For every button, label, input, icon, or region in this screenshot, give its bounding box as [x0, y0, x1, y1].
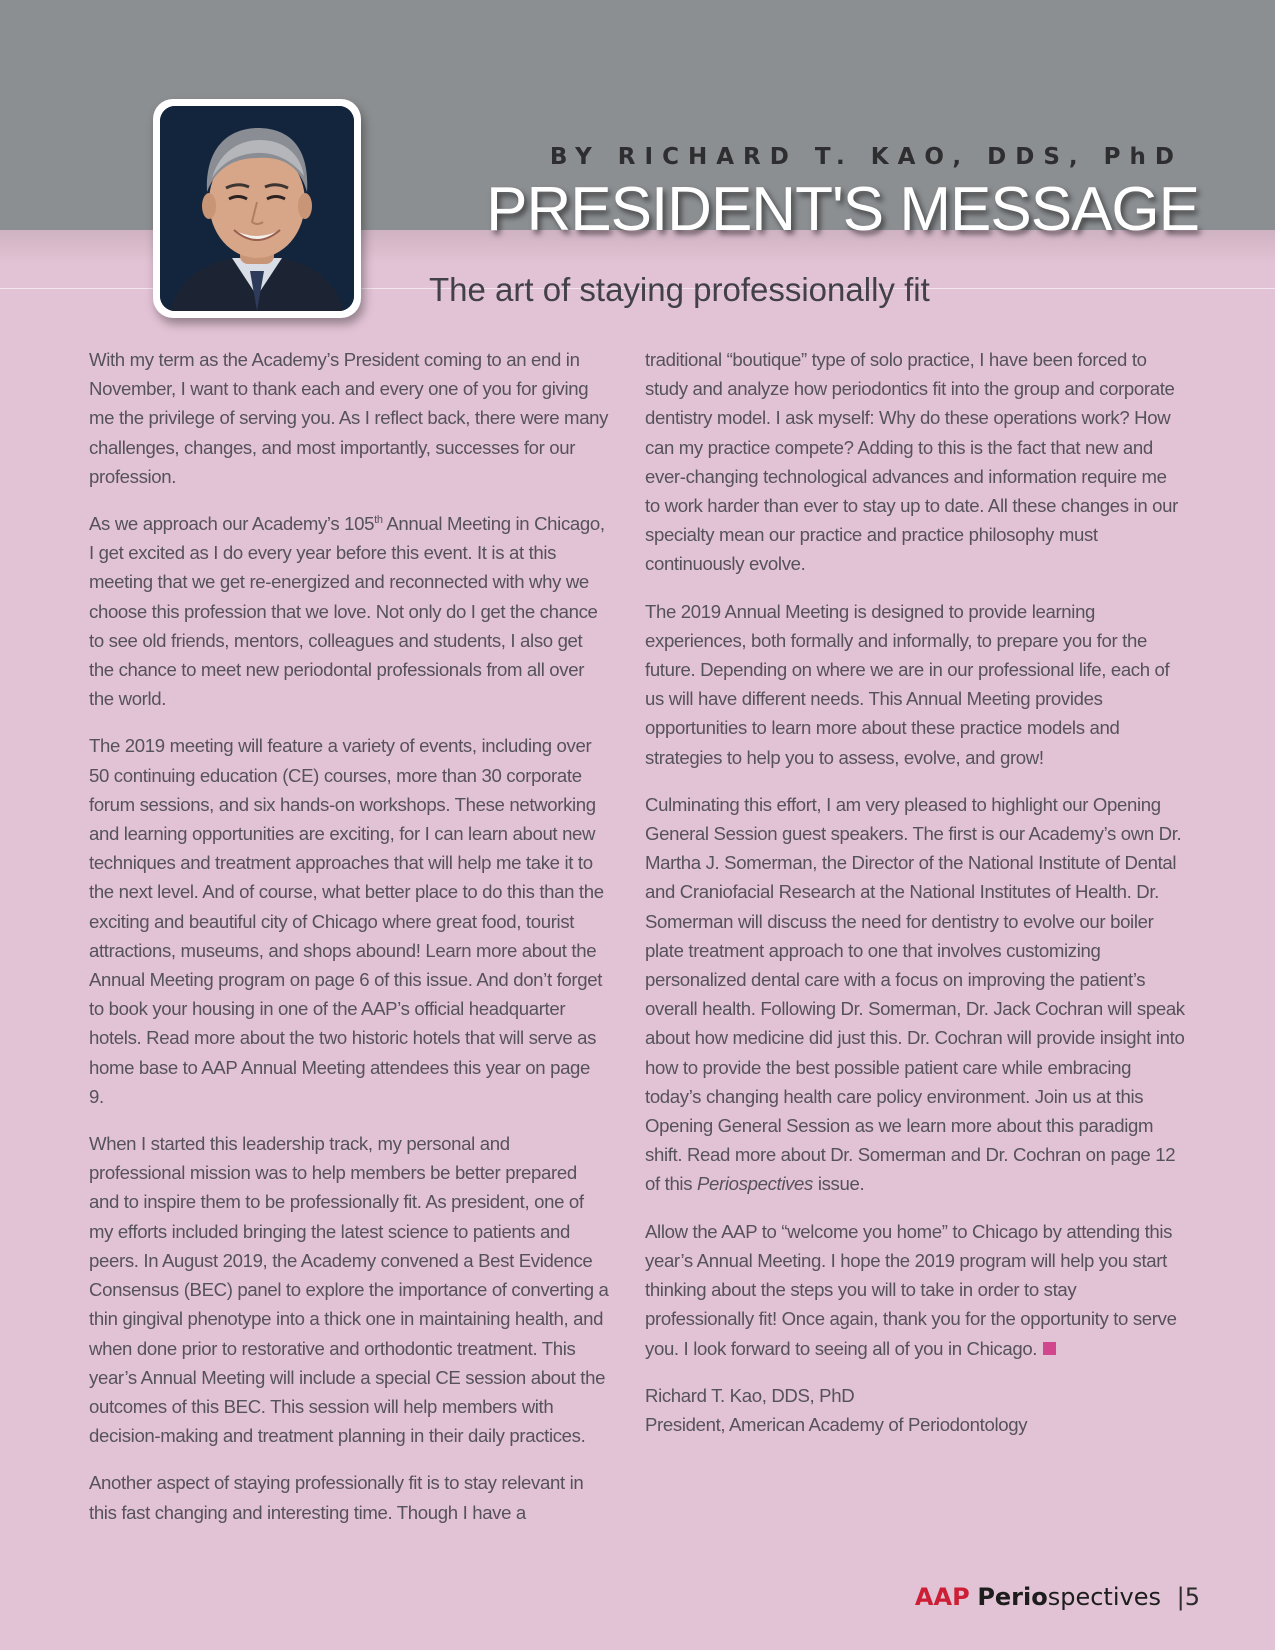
signature: [645, 1381, 1185, 1439]
right-column: [645, 345, 1185, 1457]
paragraph: The 2019 meeting will feature a variety of events, including over 50 continuing education (CE) courses, more than 30 corporate forum sessions, and six hands-on workshops. These networking and learning opportunities are exciting, for I can learn about new techniques and treatment approaches that will help me take it to the next level. And of course, what better place to do this than the exciting and beautiful city of Chicago where great food, tourist attractions, museums, and shops abound! Learn more about the Annual Meeting program on page 6 of this issue. And don’t forget to book your housing in one of the AAP’s official headquarter hotels. Read more about the two historic hotels that will serve as home base to AAP Annual Meeting attendees this year on page 9.: [89, 735, 604, 1107]
paragraph: The 2019 Annual Meeting is designed to provide learning experiences, both formally and informally, to prepare you for the future. Depending on where we are in our professional life, each of us will have different needs. This Annual Meeting provides opportunities to learn more about these practice models and strategies to help you to assess, evolve, and grow!: [645, 600, 1170, 768]
publication-name: Periospectives: [696, 1173, 813, 1195]
paragraph: Another aspect of staying professionally fit is to stay relevant in this fast changing and interesting time. Though I have a: [89, 1472, 584, 1523]
page-number: 5: [1184, 1583, 1200, 1611]
ordinal-suffix: th: [374, 513, 383, 526]
byline: BY RICHARD T. KAO, DDS, PhD: [549, 144, 1183, 170]
paragraph-text: Culminating this effort, I am very pleased to highlight our Opening General Session guest speakers. The first is our Academy’s own Dr. Martha J. Somerman, the Director of the National Institute of Dental and Craniofacial Research at the National Institutes of Health. Dr. Somerman will discuss the need for dentistry to evolve our boiler plate treatment approach to one that involves customizing personalized dental care with a focus on improving the patient’s overall health. Following Dr. Somerman, Dr. Jack Cochran will speak about how medicine did just this. Dr. Cochran will provide insight into how to provide the best possible patient care while embracing today’s changing health care policy environment. Join us at this Opening General Session as we learn more about this paradigm shift. Read more about Dr. Somerman and Dr. Cochran on page 12 of this: [645, 793, 1185, 1195]
author-photo-frame: [153, 99, 361, 318]
paragraph: With my term as the Academy’s President coming to an end in November, I want to thank each and every one of you for giving me the privilege of serving you. As I reflect back, there were many challenges, changes, and most importantly, successes for our profession.: [89, 349, 609, 487]
paragraph-text: issue.: [813, 1173, 865, 1195]
brand-aap: AAP: [914, 1583, 970, 1611]
paragraph: traditional “boutique” type of solo practice, I have been forced to study and analyze how periodontics fit into the group and corporate dentistry model. I ask myself: Why do these operations work? How can my practice compete? Adding to this is the fact that new and ever-changing technological advances and information require me to work harder than ever to stay up to date. All these changes in our specialty mean our practice and practice philosophy must continuously evolve.: [645, 349, 1178, 575]
paragraph: [89, 509, 609, 713]
paragraph-text: Annual Meeting in Chicago, I get excited as I do every year before this event. It is at this meeting that we get re-energized and reconnected with why we choose this profession that we love. Not only do I get the chance to see old friends, mentors, colleagues and students, I also get the chance to meet new periodontal professionals from all over the world.: [89, 513, 605, 710]
left-column: [89, 345, 609, 1545]
paragraph-text: Allow the AAP to “welcome you home” to Chicago by attending this year’s Annual Meeting. I hope the 2019 program will help you start thinking about the steps you will to take in order to stay professionally fit! Once again, thank you for the opportunity to serve you. I look forward to seeing all of you in Chicago.: [645, 1220, 1177, 1359]
paragraph-text: As we approach our Academy’s 105: [89, 513, 375, 535]
paragraph: [645, 1217, 1185, 1363]
page-footer: [915, 1583, 1200, 1611]
paragraph: When I started this leadership track, my personal and professional mission was to help members be better prepared and to inspire them to be professionally fit. As president, one of my efforts included bringing the latest science to patients and peers. In August 2019, the Academy convened a Best Evidence Consensus (BEC) panel to explore the importance of converting a thin gingival phenotype into a thick one in maintaining health, and when done prior to restorative and orthodontic treatment. This year’s Annual Meeting will include a special CE session about the outcomes of this BEC. This session will help members with decision-making and treatment planning in their daily practices.: [89, 1133, 609, 1447]
signature-title: President, American Academy of Periodontology: [645, 1413, 1028, 1435]
footer-separator: |: [1176, 1583, 1185, 1611]
brand-perio: Perio: [977, 1583, 1048, 1611]
signature-name: Richard T. Kao, DDS, PhD: [645, 1384, 855, 1406]
page-title: PRESIDENT'S MESSAGE: [486, 175, 1199, 244]
page-subtitle: The art of staying professionally fit: [429, 271, 930, 308]
brand-spectives: spectives: [1047, 1583, 1161, 1611]
paragraph: [645, 790, 1185, 1199]
portrait-photo: [160, 106, 354, 311]
end-square-icon: [1043, 1342, 1056, 1355]
